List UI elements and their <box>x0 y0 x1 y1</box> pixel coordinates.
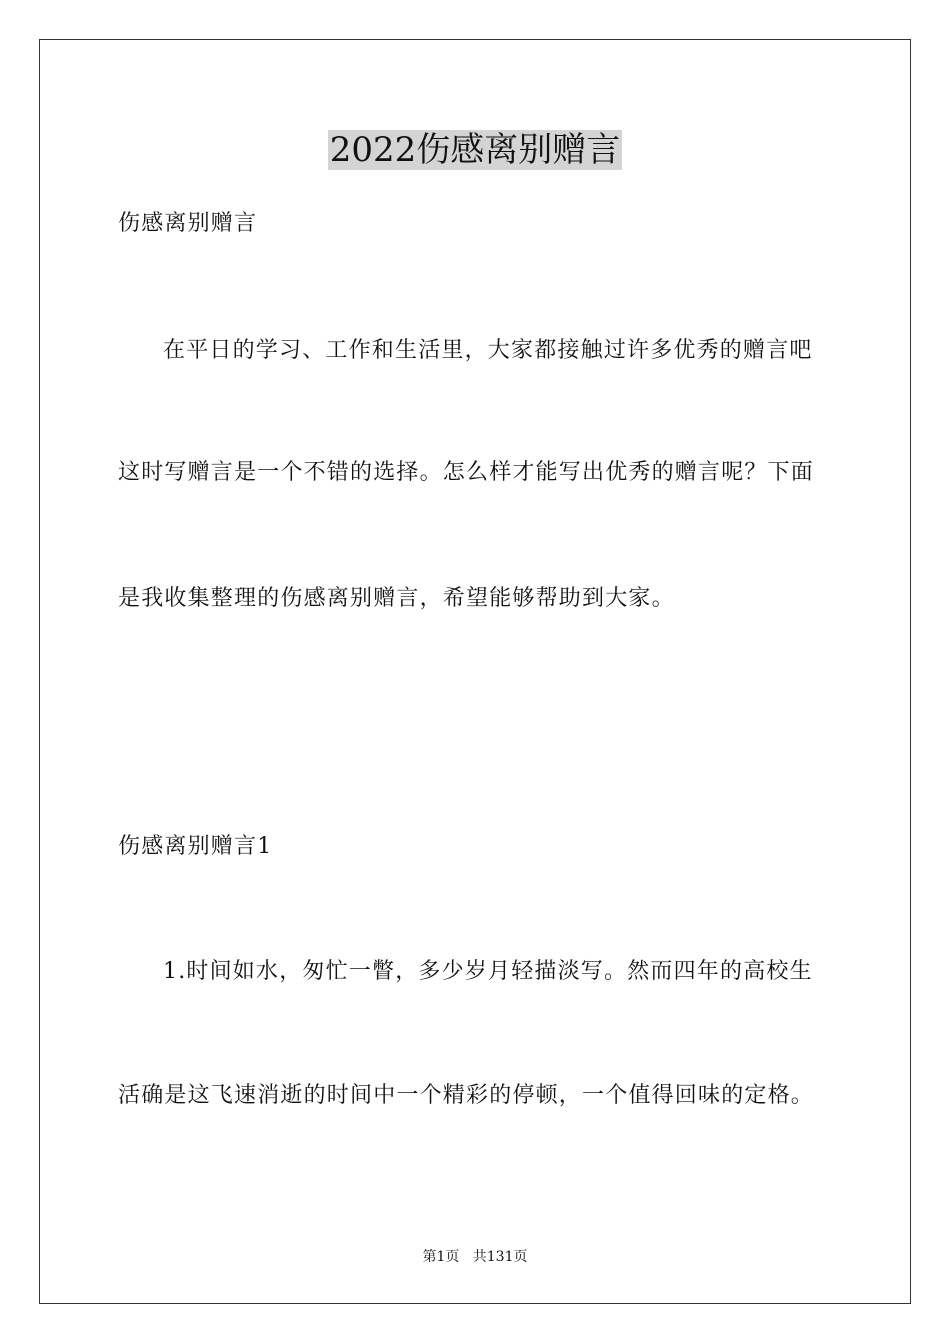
intro-paragraph-line: 在平日的学习、工作和生活里，大家都接触过许多优秀的赠言吧 <box>163 338 813 363</box>
item-paragraph-line: 活确是这飞速消逝的时间中一个精彩的停顿，一个值得回味的定格。 <box>118 1083 815 1108</box>
document-subtitle: 伤感离别赠言 <box>118 211 258 236</box>
intro-paragraph-line: 是我收集整理的伤感离别赠言，希望能够帮助到大家。 <box>118 586 675 611</box>
document-title-text: 2022伤感离别赠言 <box>329 130 621 170</box>
document-title <box>0 128 950 172</box>
item-paragraph-line: 1.时间如水，匆忙一瞥，多少岁月轻描淡写。然而四年的高校生 <box>163 959 813 984</box>
section-heading: 伤感离别赠言1 <box>118 834 273 859</box>
intro-paragraph-line: 这时写赠言是一个不错的选择。怎么样才能写出优秀的赠言呢？下面 <box>118 460 815 485</box>
page-number-footer: 第1页 共131页 <box>422 1249 528 1265</box>
